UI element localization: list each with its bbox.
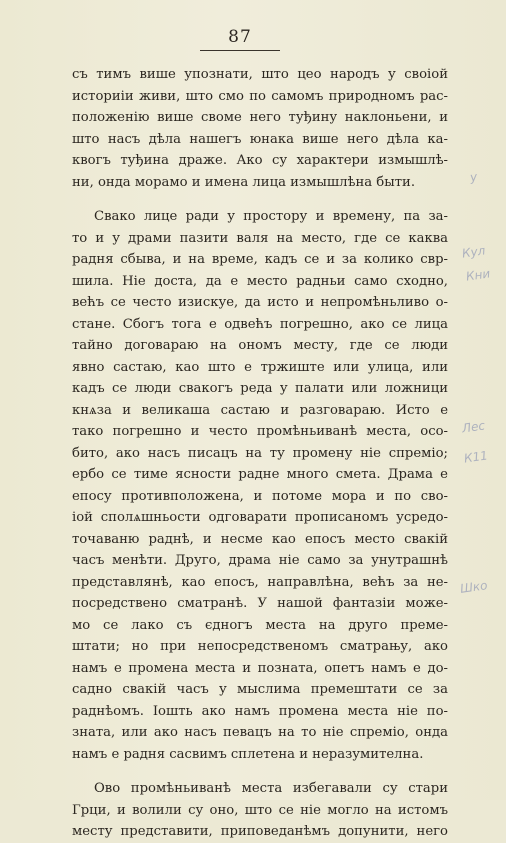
text-line: кадъ се люди свакогъ реда у палати или ложници — [72, 381, 448, 396]
text-line: садно свакій часъ у мыслима премештати се за — [72, 682, 448, 697]
text-line: явно састаю, као што е тржиште или улица, или — [72, 359, 448, 375]
text-line: мо се лако съ єдногъ места на друго преме- — [72, 617, 448, 633]
page-number: 87 — [228, 27, 252, 47]
text-line: іой сполѧшньости одговарати прописаномъ усредо- — [72, 510, 448, 525]
margin-note: Кни — [465, 266, 492, 284]
text-line: квогъ туђина драже. Ако су характери измышлѣ- — [72, 153, 448, 168]
body-text — [72, 64, 448, 843]
text-line: точаваню раднѣ, и несме као епосъ место свакій — [72, 531, 448, 547]
header-rule — [200, 50, 280, 51]
text-line: положенію више своме него туђину наклоньени, и — [72, 110, 448, 125]
text-line: већъ се често изискуе, да исто и непромѣньливо о- — [72, 295, 448, 310]
text-line: тайно договараю на ономъ месту, где се люди — [72, 338, 448, 353]
text-line: Ово промѣньиванѣ места избегавали су стари — [94, 781, 448, 796]
margin-note: у — [469, 169, 479, 185]
text-line: што насъ дѣла нашегъ юнака више него дѣла ка- — [72, 131, 448, 147]
text-line: радня сбыва, и на време, кадъ се и за колико свр- — [72, 252, 448, 267]
text-line: штати; но при непосредственомъ сматрању, ако — [72, 639, 448, 654]
text-line: намъ е промена места и позната, опетъ намъ е до- — [72, 660, 448, 676]
text-line: тако погрешно и често промѣньиванѣ места, осо- — [72, 424, 448, 439]
margin-note: Кул — [461, 243, 487, 261]
paragraph-2 — [72, 206, 448, 765]
margin-note: Лес — [461, 418, 486, 436]
text-line: часъ менѣти. Друго, драма ніе само за унутрашнѣ — [72, 553, 448, 568]
paragraph-1 — [72, 64, 448, 193]
text-line: зната, или ако насъ певацъ на то ніе спреміо, онда — [72, 725, 448, 740]
text-line: представлянѣ, као епосъ, направлѣна, већъ за не- — [72, 574, 448, 590]
text-line: бито, ако насъ писацъ на ту промену ніе спреміо; — [72, 445, 448, 461]
text-line: стане. Сбогъ тога е одвећъ погрешно, ако се лица — [72, 316, 448, 332]
text-line: Свако лице ради у простору и времену, па за- — [94, 209, 448, 224]
text-line: намъ е радня сасвимъ сплетена и неразумителна. — [72, 746, 424, 762]
text-line: посредствено сматранѣ. У нашой фантазіи може- — [72, 596, 448, 611]
text-line: раднѣомъ. Іошть ако намъ промена места ніе по- — [72, 703, 448, 719]
text-line: епосу противположена, и потоме мора и по сво- — [72, 488, 448, 504]
paragraph-3 — [72, 778, 448, 843]
text-line: ни, онда морамо и имена лица измышлѣна быти. — [72, 174, 416, 190]
margin-note: Шко — [459, 578, 489, 596]
text-line: шила. Ніе доста, да е место радньи само сходно, — [72, 273, 448, 289]
text-line: съ тимъ више упознати, што цео народъ у своіой — [72, 67, 448, 82]
text-line: то и у драми пазити валя на место, где се каква — [72, 230, 448, 246]
text-line: историіи живи, што смо по самомъ природномъ рас- — [72, 88, 448, 104]
text-line: кнѧза и великаша састаю и разговараю. Исто е — [72, 402, 448, 418]
text-line: Грци, и волили су оно, што се ніе могло на истомъ — [72, 802, 448, 818]
text-line: ербо се тиме ясности радне много смета. Драма е — [72, 467, 448, 482]
margin-note: К11 — [463, 448, 489, 466]
text-line: месту представити, приповеданѣмъ допунити, него — [72, 824, 448, 839]
